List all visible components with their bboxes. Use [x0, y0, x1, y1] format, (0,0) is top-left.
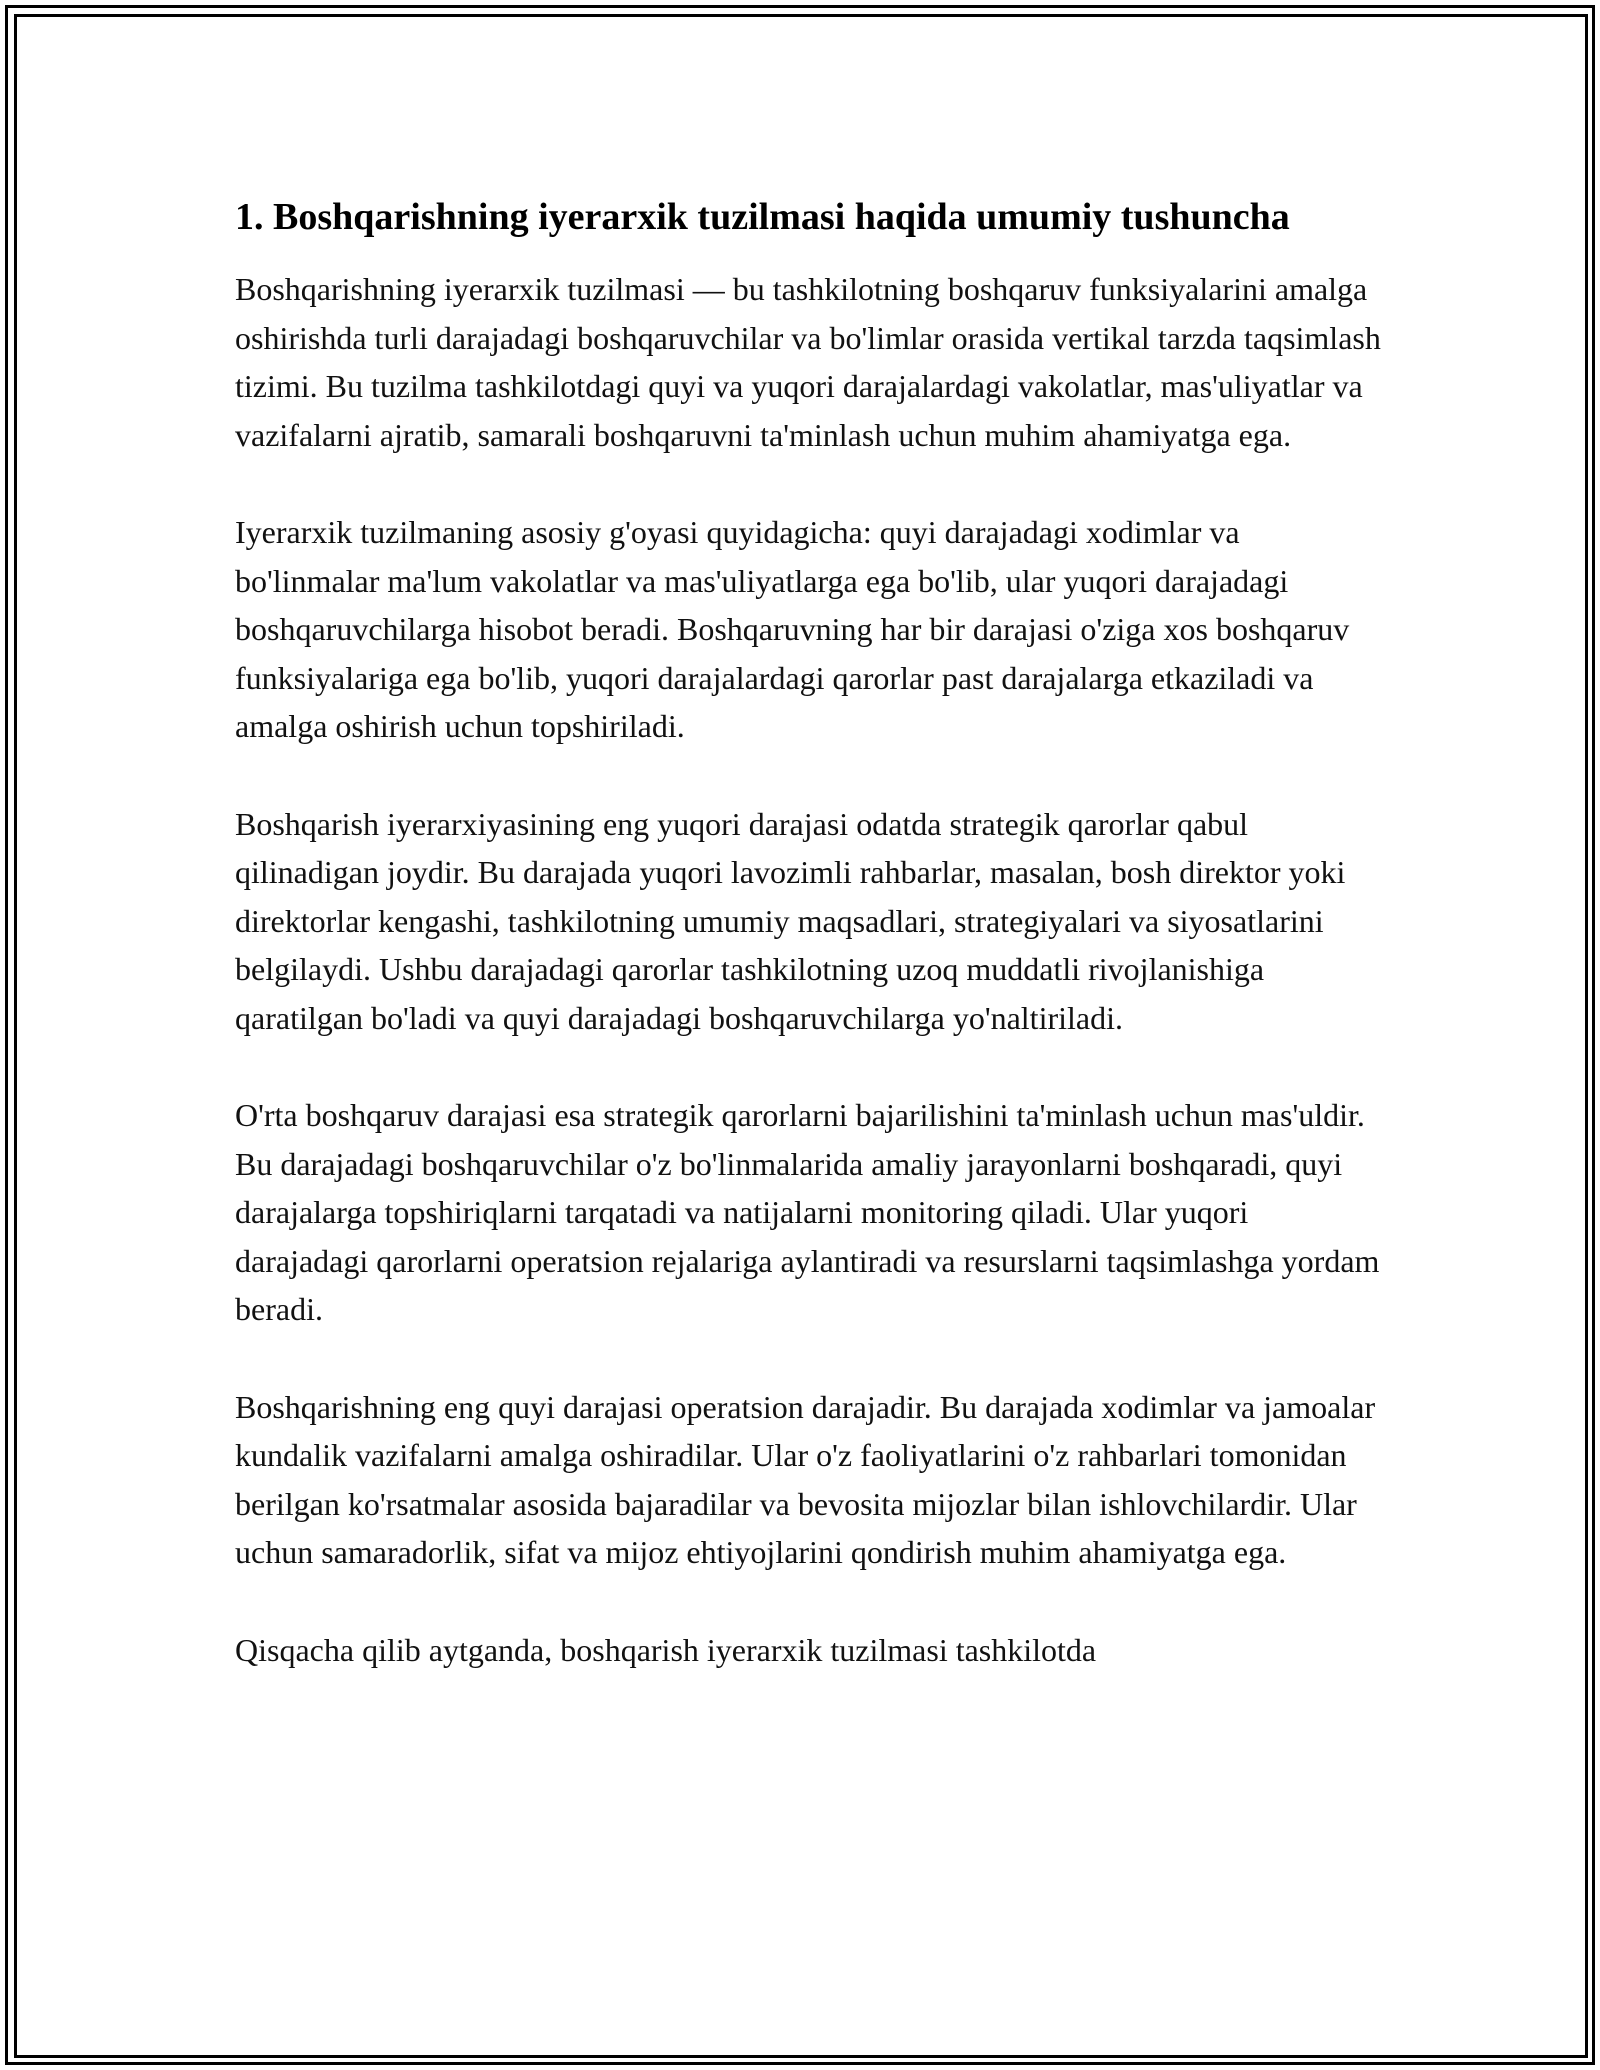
paragraph-5: Boshqarishning eng quyi darajasi operatsion darajadir. Bu darajada xodimlar va jamoalar kundalik vazifalarni amalga oshiradilar. Ular o'z faoliyatlarini o'z rahbarlari tomonidan berilgan ko'rsatmalar asosida bajaradilar va bevosita mijozlar bilan ishlovchilardir. Ular uchun samaradorlik, sifat va mijoz ehtiyojlarini qondirish muhim ahamiyatga ega. — [235, 1388, 1376, 1570]
paragraph-3: Boshqarish iyerarxiyasining eng yuqori darajasi odatda strategik qarorlar qabul qilinadigan joydir. Bu darajada yuqori lavozimli rahbarlar, masalan, bosh direktor yoki direktorlar kengashi, tashkilotning umumiy maqsadlari, strategiyalari va siyosatlarini belgilaydi. Ushbu darajadagi qarorlar tashkilotning uzoq muddatli rivojlanishiga qaratilgan bo'ladi va quyi darajadagi boshqaruvchilarga yo'naltiriladi. — [235, 805, 1346, 1036]
paragraph-1: Boshqarishning iyerarxik tuzilmasi — bu tashkilotning boshqaruv funksiyalarini amalga oshirishda turli darajadagi boshqaruvchilar va bo'limlar orasida vertikal tarzda taqsimlash tizimi. Bu tuzilma tashkilotdagi quyi va yuqori darajalardagi vakolatlar, mas'uliyatlar va vazifalarni ajratib, samarali boshqaruvni ta'minlash uchun muhim ahamiyatga ega. — [235, 271, 1381, 453]
section-heading: 1. Boshqarishning iyerarxik tuzilmasi haqida umumiy tushuncha — [235, 196, 1290, 238]
paragraph-4: O'rta boshqaruv darajasi esa strategik qarorlarni bajarilishini ta'minlash uchun mas'uldir. Bu darajadagi boshqaruvchilar o'z bo'linmalarida amaliy jarayonlarni boshqaradi, quyi darajalarga topshiriqlarni tarqatadi va natijalarni monitoring qiladi. Ular yuqori darajadagi qarorlarni operatsion rejalariga aylantiradi va resurslarni taqsimlashga yordam beradi. — [235, 1097, 1380, 1327]
document-page — [235, 189, 1385, 1723]
paragraph-2: Iyerarxik tuzilmaning asosiy g'oyasi quyidagicha: quyi darajadagi xodimlar va bo'linmalar ma'lum vakolatlar va mas'uliyatlarga ega bo'lib, ular yuqori darajadagi boshqaruvchilarga hisobot beradi. Boshqaruvning har bir darajasi o'ziga xos boshqaruv funksiyalariga ega bo'lib, yuqori darajalardagi qarorlar past darajalarga etkaziladi va amalga oshirish uchun topshiriladi. — [235, 514, 1350, 744]
paragraph-6: Qisqacha qilib aytganda, boshqarish iyerarxik tuzilmasi tashkilotda — [235, 1631, 1097, 1668]
